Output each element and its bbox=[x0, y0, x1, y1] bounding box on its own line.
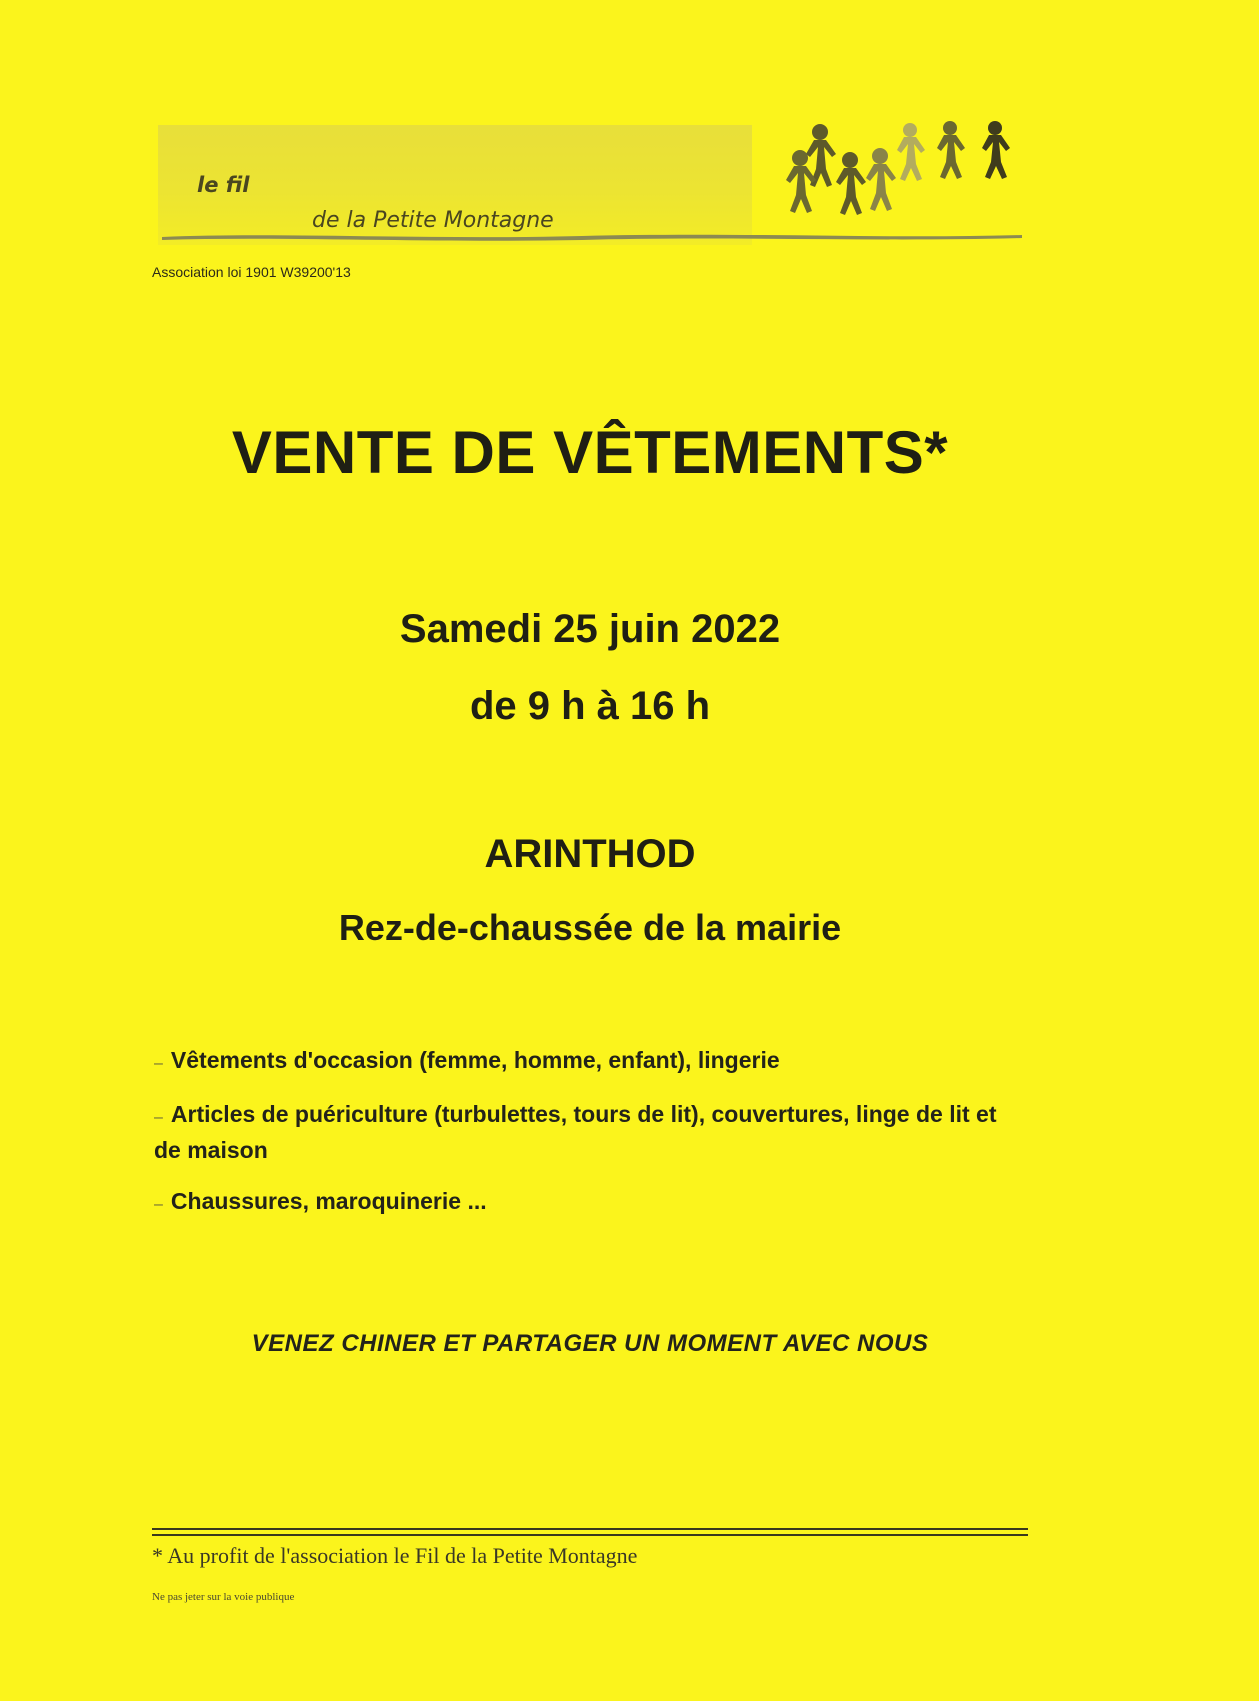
event-date: Samedi 25 juin 2022 bbox=[399, 607, 781, 651]
list-item-text: Vêtements d'occasion (femme, homme, enfant), lingerie bbox=[170, 1047, 780, 1073]
list-dash: – bbox=[154, 1109, 163, 1126]
footnote: * Au profit de l'association le Fil de la Petite Montagne bbox=[152, 1543, 638, 1568]
footer-divider bbox=[152, 1528, 1028, 1530]
list-item bbox=[154, 1185, 1004, 1221]
logo-brush-stroke bbox=[162, 230, 1022, 242]
list-item-text: Chaussures, maroquinerie ... bbox=[170, 1188, 487, 1214]
flyer-title: VENTE DE VÊTEMENTS* bbox=[231, 419, 949, 486]
list-dash: – bbox=[154, 1055, 163, 1072]
logo-text-petite-montagne: de la Petite Montagne bbox=[312, 208, 554, 233]
event-hours: de 9 h à 16 h bbox=[469, 684, 711, 728]
paper-chain-people-icon bbox=[770, 118, 1030, 230]
list-item bbox=[154, 1098, 1004, 1167]
list-dash: – bbox=[154, 1196, 163, 1213]
event-town: ARINTHOD bbox=[484, 832, 696, 876]
list-item-text: Articles de puériculture (turbulettes, tours de lit), couvertures, linge de lit et de maison bbox=[154, 1101, 997, 1163]
slogan: VENEZ CHINER ET PARTAGER UN MOMENT AVEC NOUS bbox=[251, 1330, 929, 1357]
association-registration: Association loi 1901 W39200'13 bbox=[152, 264, 351, 280]
event-place: Rez-de-chaussée de la mairie bbox=[338, 907, 842, 948]
footer-divider bbox=[152, 1534, 1028, 1536]
items-list bbox=[154, 1044, 1004, 1239]
list-item bbox=[154, 1044, 1004, 1080]
logo-text-le-fil: le fil bbox=[197, 173, 250, 197]
disposal-note: Ne pas jeter sur la voie publique bbox=[152, 1591, 295, 1603]
